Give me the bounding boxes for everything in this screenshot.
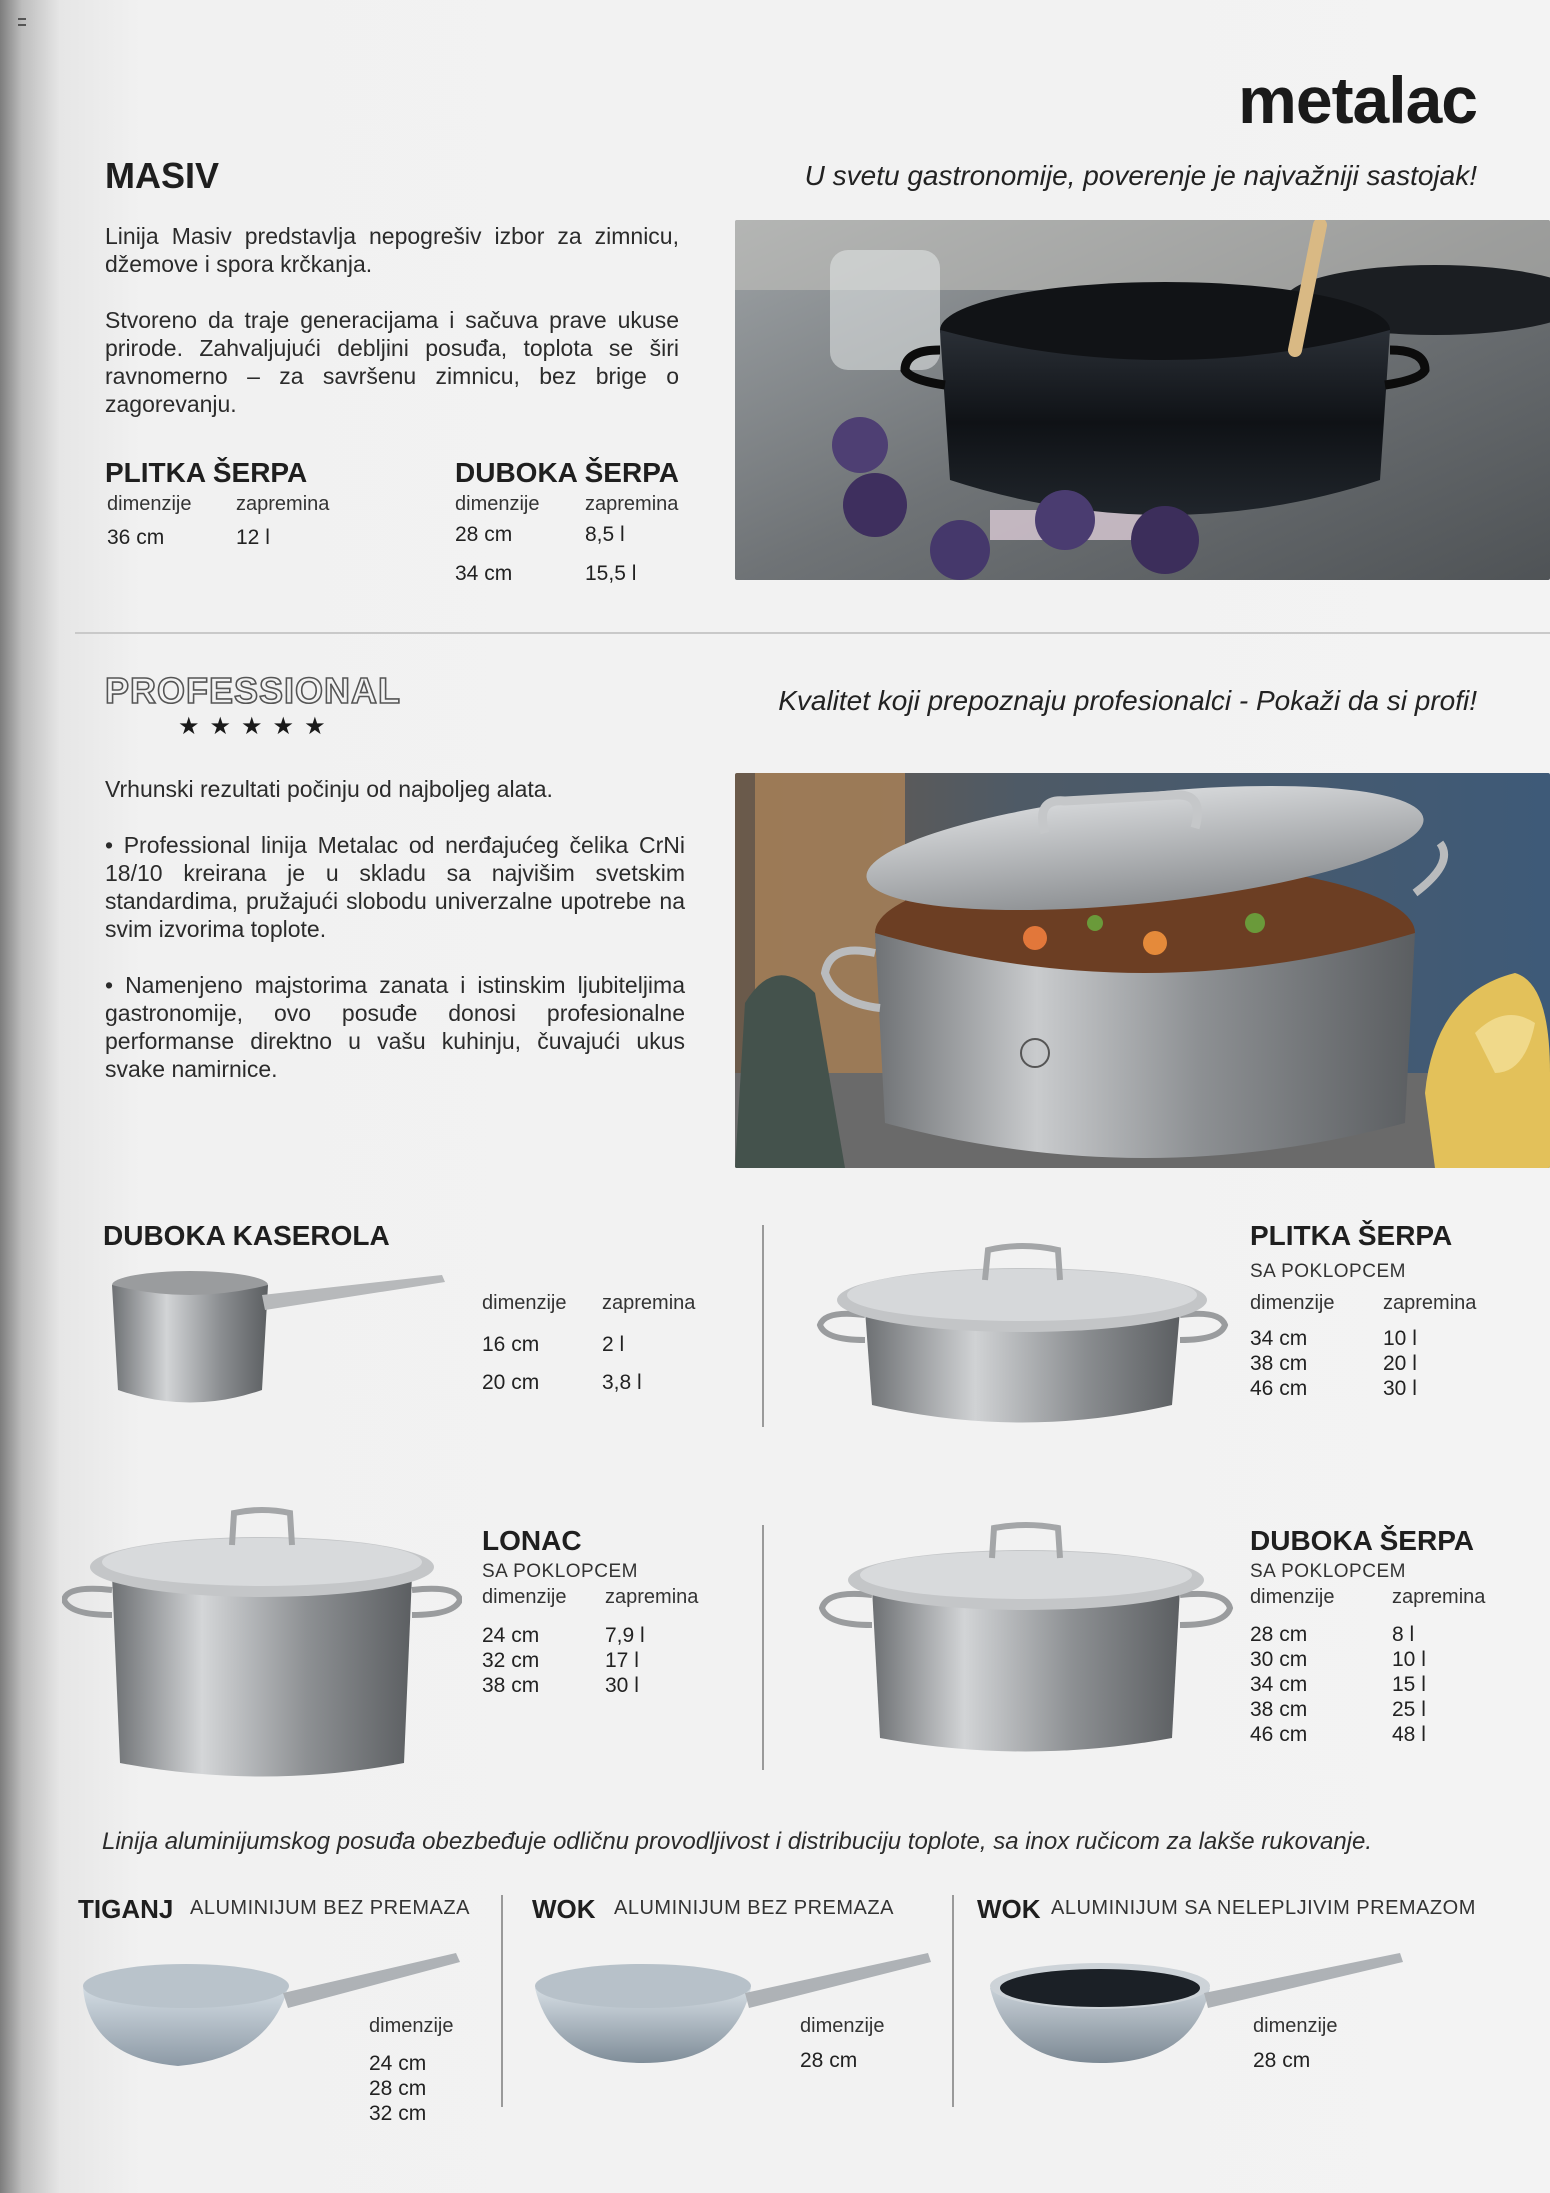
masiv-plitka-dim: 36 cm	[107, 526, 165, 549]
masiv-plitka-title: PLITKA ŠERPA	[105, 457, 308, 488]
plitka-serpa-dim: 38 cm	[1250, 1352, 1308, 1375]
corner-mark	[18, 18, 26, 26]
tiganj-title: TIGANJ	[78, 1894, 174, 1924]
plitka-serpa-subtitle: SA POKLOPCEM	[1250, 1261, 1406, 1282]
masiv-title: MASIV	[105, 155, 220, 196]
aluminium-intro: Linija aluminijumskog posuđa obezbeđuje odličnu provodljivost i distribuciju toplote, sa inox ručicom za lakše rukovanje.	[102, 1828, 1373, 1855]
duboka-serpa-vol-label: zapremina	[1392, 1586, 1486, 1608]
plitka-serpa-vol: 20 l	[1383, 1352, 1417, 1375]
duboka-serpa-image	[812, 1520, 1240, 1760]
kaserola-vol: 2 l	[602, 1333, 625, 1356]
masiv-duboka-vol: 8,5 l	[585, 523, 625, 546]
plitka-serpa-image	[810, 1240, 1235, 1430]
kaserola-dim-label: dimenzije	[482, 1292, 567, 1314]
masiv-duboka-dim-label: dimenzije	[455, 493, 540, 515]
masiv-plitka-vol-label: zapremina	[236, 493, 330, 515]
duboka-serpa-dim: 34 cm	[1250, 1673, 1308, 1696]
professional-stars: ★★★★★	[178, 713, 336, 740]
kaserola-vol: 3,8 l	[602, 1371, 642, 1394]
tiganj-subtitle: ALUMINIJUM BEZ PREMAZA	[190, 1897, 470, 1919]
duboka-serpa-dim: 28 cm	[1250, 1623, 1308, 1646]
plitka-serpa-dim: 46 cm	[1250, 1377, 1308, 1400]
plitka-serpa-dim: 34 cm	[1250, 1327, 1308, 1350]
wok-uncoated-subtitle: ALUMINIJUM BEZ PREMAZA	[614, 1897, 894, 1919]
duboka-serpa-dim: 46 cm	[1250, 1723, 1308, 1746]
kaserola-vol-label: zapremina	[602, 1292, 696, 1314]
duboka-serpa-vol: 48 l	[1392, 1723, 1426, 1746]
lonac-vol: 17 l	[605, 1649, 639, 1672]
masiv-duboka-vol-label: zapremina	[585, 493, 679, 515]
lonac-dim: 38 cm	[482, 1674, 540, 1697]
kaserola-dim: 16 cm	[482, 1333, 540, 1356]
column-separator	[952, 1895, 954, 2107]
plitka-serpa-vol: 30 l	[1383, 1377, 1417, 1400]
lonac-dim-label: dimenzije	[482, 1586, 567, 1608]
professional-paragraph-2: • Professional linija Metalac od nerđajućeg čelika CrNi 18/10 kreirana je u skladu sa najvišim svetskim standardima, pružajući slobodu univerzalne upotrebe na svim izvorima toplote.	[105, 832, 685, 942]
duboka-serpa-subtitle: SA POKLOPCEM	[1250, 1561, 1406, 1582]
masiv-paragraph-2: Stvoreno da traje generacijama i sačuva prave ukuse prirode. Zahvaljujući debljini posuđa, toplota se širi ravnomerno – za savršenu zimnicu, bez brige o zagorevanju.	[105, 307, 679, 417]
masiv-paragraph-1: Linija Masiv predstavlja nepogrešiv izbor za zimnicu, džemove i spora krčkanja.	[105, 223, 679, 277]
kaserola-title: DUBOKA KASEROLA	[103, 1220, 390, 1251]
masiv-duboka-dim: 28 cm	[455, 523, 513, 546]
plitka-serpa-vol: 10 l	[1383, 1327, 1417, 1350]
wok-uncoated-dim-label: dimenzije	[800, 2015, 885, 2037]
column-separator	[501, 1895, 503, 2107]
tiganj-dim: 24 cm	[369, 2052, 427, 2075]
wok-nonstick-image	[988, 1948, 1408, 2068]
plitka-serpa-title: PLITKA ŠERPA	[1250, 1220, 1453, 1251]
professional-paragraph-1: Vrhunski rezultati počinju od najboljeg alata.	[105, 776, 553, 802]
brand-logo: metalac	[1238, 63, 1477, 137]
masiv-duboka-dim: 34 cm	[455, 562, 513, 585]
tiganj-dim-label: dimenzije	[369, 2015, 454, 2037]
tiganj-dim: 32 cm	[369, 2102, 427, 2125]
lonac-vol: 30 l	[605, 1674, 639, 1697]
professional-tagline: Kvalitet koji prepoznaju profesionalci - Pokaži da si profi!	[778, 685, 1477, 716]
masiv-duboka-title: DUBOKA ŠERPA	[455, 457, 680, 488]
section-divider	[75, 632, 1550, 634]
masiv-plitka-vol: 12 l	[236, 526, 270, 549]
lonac-image	[62, 1505, 462, 1785]
lonac-vol-label: zapremina	[605, 1586, 699, 1608]
wok-uncoated-dim: 28 cm	[800, 2049, 858, 2072]
lonac-title: LONAC	[482, 1525, 582, 1556]
masiv-product-photo	[735, 220, 1550, 580]
plitka-serpa-vol-label: zapremina	[1383, 1292, 1477, 1314]
plitka-serpa-dim-label: dimenzije	[1250, 1292, 1335, 1314]
lonac-dim: 32 cm	[482, 1649, 540, 1672]
duboka-serpa-vol: 8 l	[1392, 1623, 1415, 1646]
duboka-serpa-dim: 38 cm	[1250, 1698, 1308, 1721]
wok-uncoated-title: WOK	[532, 1894, 596, 1924]
professional-product-photo	[735, 773, 1550, 1168]
wok-nonstick-subtitle: ALUMINIJUM SA NELEPLJIVIM PREMAZOM	[1051, 1897, 1476, 1919]
wok-nonstick-dim: 28 cm	[1253, 2049, 1311, 2072]
wok-nonstick-title: WOK	[977, 1894, 1041, 1924]
wok-uncoated-image	[533, 1948, 933, 2068]
masiv-tagline: U svetu gastronomije, poverenje je najvažniji sastojak!	[804, 160, 1477, 191]
tiganj-dim: 28 cm	[369, 2077, 427, 2100]
masiv-plitka-dim-label: dimenzije	[107, 493, 192, 515]
professional-paragraph-3: • Namenjeno majstorima zanata i istinskim ljubiteljima gastronomije, ovo posuđe donosi profesionalne performanse direktno u vašu kuhinju, čuvajući ukus svake namirnice.	[105, 972, 685, 1082]
wok-nonstick-dim-label: dimenzije	[1253, 2015, 1338, 2037]
lonac-vol: 7,9 l	[605, 1624, 645, 1647]
duboka-serpa-vol: 15 l	[1392, 1673, 1426, 1696]
duboka-serpa-dim-label: dimenzije	[1250, 1586, 1335, 1608]
column-separator	[762, 1225, 764, 1427]
lonac-dim: 24 cm	[482, 1624, 540, 1647]
duboka-serpa-title: DUBOKA ŠERPA	[1250, 1525, 1475, 1556]
duboka-serpa-vol: 10 l	[1392, 1648, 1426, 1671]
duboka-serpa-dim: 30 cm	[1250, 1648, 1308, 1671]
duboka-serpa-vol: 25 l	[1392, 1698, 1426, 1721]
kaserola-dim: 20 cm	[482, 1371, 540, 1394]
professional-logo-title: PROFESSIONAL	[105, 670, 402, 711]
lonac-subtitle: SA POKLOPCEM	[482, 1561, 638, 1582]
kaserola-image	[100, 1260, 450, 1415]
masiv-duboka-vol: 15,5 l	[585, 562, 637, 585]
column-separator	[762, 1525, 764, 1770]
